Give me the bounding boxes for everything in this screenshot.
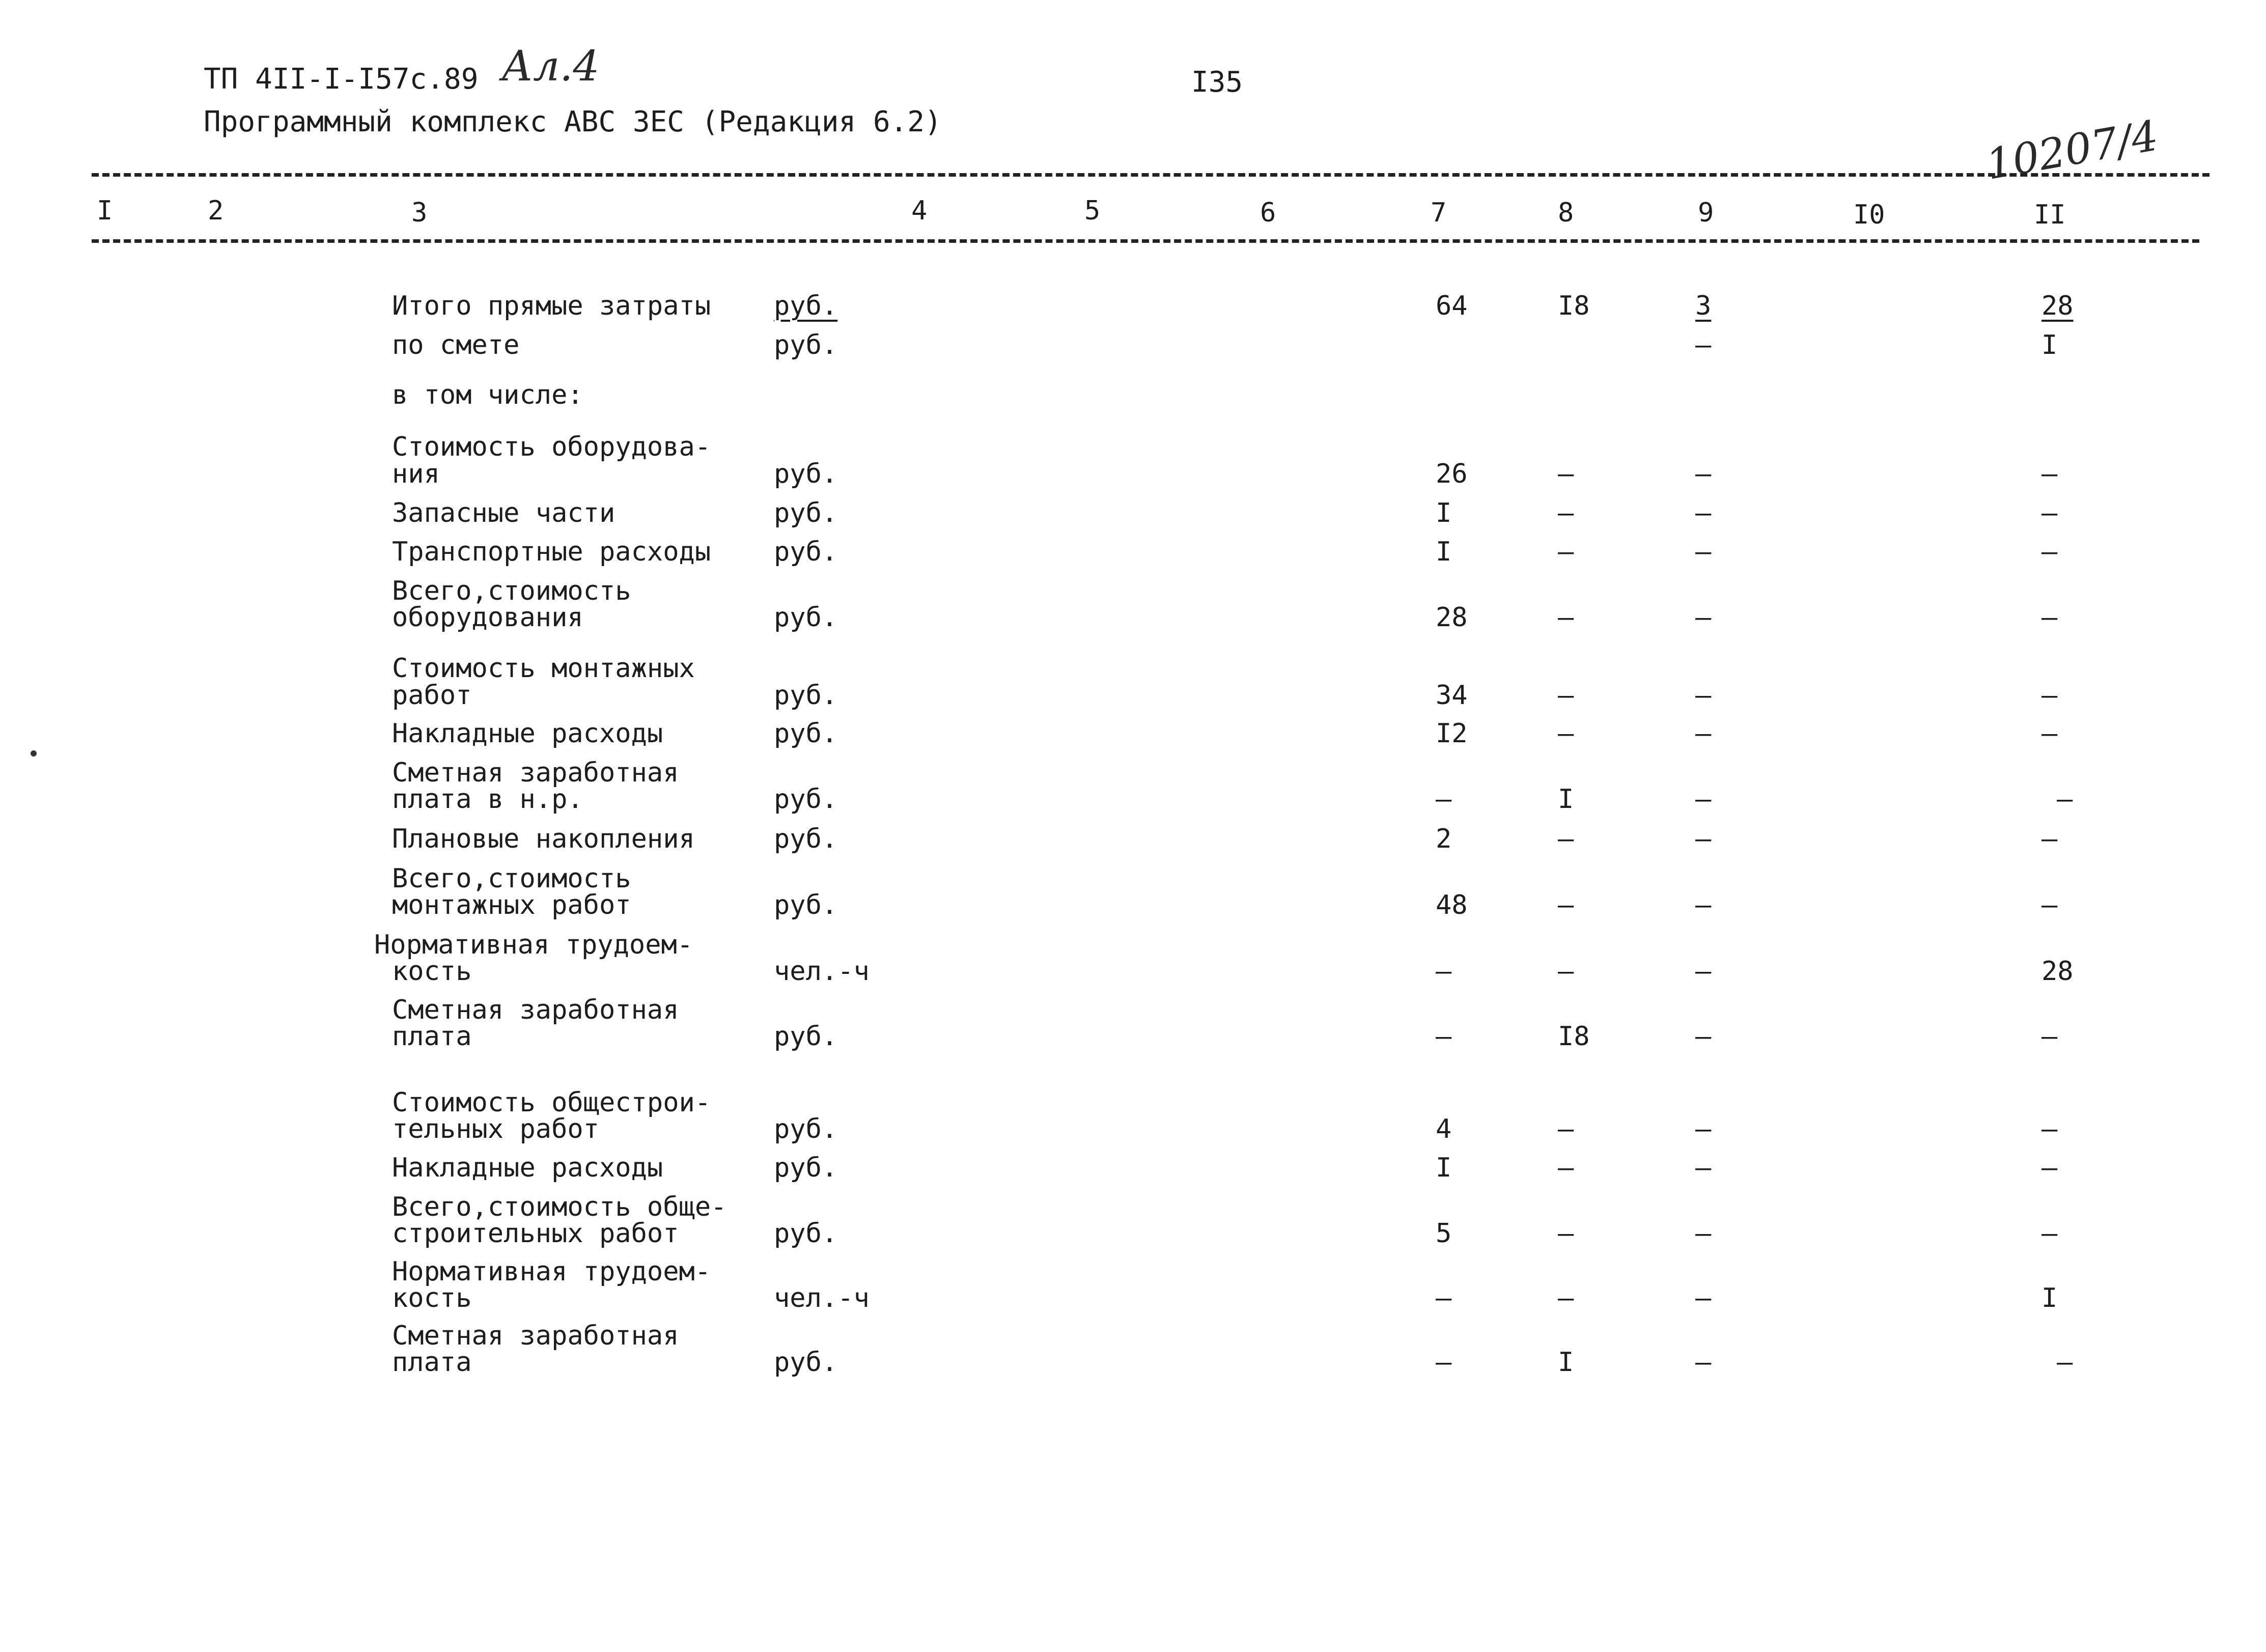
row-label-line2: монтажных работ xyxy=(392,890,631,920)
row-col11: – xyxy=(2041,537,2058,567)
row-label-line2: тельных работ xyxy=(392,1114,599,1144)
row-col7: I xyxy=(1436,1153,1452,1183)
row-col9: – xyxy=(1695,1347,1712,1378)
row-col8: – xyxy=(1558,1114,1574,1144)
row-unit: руб. xyxy=(774,498,838,528)
row-col11: – xyxy=(2041,459,2058,489)
row-label-line2: работ xyxy=(392,680,472,711)
row-col9: – xyxy=(1695,1283,1712,1313)
col-header-8: 8 xyxy=(1558,198,1574,228)
row-col7: – xyxy=(1436,1347,1452,1378)
row-col7: 26 xyxy=(1436,459,1468,489)
row-label-line2: ния xyxy=(392,459,440,489)
margin-dot xyxy=(31,750,37,757)
row-col7: – xyxy=(1436,1021,1452,1052)
row-col9: – xyxy=(1695,498,1712,528)
row-label-line2: плата в н.р. xyxy=(392,784,583,815)
row-col11: 28 xyxy=(2041,291,2074,321)
row-col11: – xyxy=(2041,718,2058,749)
row-col11: – xyxy=(2041,1153,2058,1183)
row-label-line1: Всего,стоимость xyxy=(392,863,631,894)
row-label: Накладные расходы xyxy=(392,718,663,749)
row-col7: – xyxy=(1436,956,1452,987)
col-header-5: 5 xyxy=(1084,195,1101,226)
row-col9: – xyxy=(1695,1153,1712,1183)
row-col8: – xyxy=(1558,537,1574,567)
row-col7: 28 xyxy=(1436,602,1468,633)
col-header-6: 6 xyxy=(1260,198,1276,228)
row-label-line2: оборудования xyxy=(392,602,583,633)
row-col11: – xyxy=(2041,602,2058,633)
row-unit: руб. xyxy=(774,1021,838,1052)
row-label: Накладные расходы xyxy=(392,1153,663,1183)
row-unit: руб. xyxy=(774,784,838,815)
row-col9: – xyxy=(1695,1114,1712,1144)
row-label: по смете xyxy=(392,330,520,360)
row-col9: – xyxy=(1695,330,1712,360)
row-col11: – xyxy=(2041,890,2058,920)
handwritten-sheet-note: Ал.4 xyxy=(501,42,600,91)
row-col9: – xyxy=(1695,890,1712,920)
row-col8: – xyxy=(1558,718,1574,749)
row-label: Плановые накопления xyxy=(392,824,695,854)
row-col11: – xyxy=(2041,1114,2058,1144)
row-col7: 2 xyxy=(1436,824,1452,854)
header-top-rule xyxy=(92,173,2209,177)
row-col7: – xyxy=(1436,1283,1452,1313)
col-header-1: I xyxy=(97,195,113,226)
row-col9: – xyxy=(1695,1021,1712,1052)
row-label: Транспортные расходы xyxy=(392,537,711,567)
row-col8: – xyxy=(1558,956,1574,987)
row-col9: – xyxy=(1695,680,1712,711)
row-col11: I xyxy=(2041,330,2058,360)
row-col9: – xyxy=(1695,956,1712,987)
row-col11: – xyxy=(2041,1021,2058,1052)
row-col8: – xyxy=(1558,1283,1574,1313)
row-col11: – xyxy=(2041,498,2058,528)
row-unit: чел.-ч xyxy=(774,1283,870,1313)
row-label-line2: кость xyxy=(392,956,472,987)
handwritten-reference: 10207/4 xyxy=(1982,111,2162,189)
row-col11: 28 xyxy=(2041,956,2074,987)
row-col8: – xyxy=(1558,459,1574,489)
row-col7: I xyxy=(1436,498,1452,528)
row-col8: I xyxy=(1558,1347,1574,1378)
header-bottom-rule xyxy=(92,239,2199,243)
row-col9: – xyxy=(1695,602,1712,633)
row-unit: руб. xyxy=(774,1347,838,1378)
row-unit: руб. xyxy=(774,1218,838,1249)
row-col9: – xyxy=(1695,459,1712,489)
row-col8: I8 xyxy=(1558,291,1590,321)
col-header-2: 2 xyxy=(208,195,224,226)
row-label-line2: кость xyxy=(392,1283,472,1313)
row-label-line1: Стоимость монтажных xyxy=(392,653,695,684)
row-col11: – xyxy=(2041,680,2058,711)
row-col11: I xyxy=(2041,1283,2058,1313)
row-label: Итого прямые затраты xyxy=(392,291,711,321)
row-col9: – xyxy=(1695,784,1712,815)
row-col8: – xyxy=(1558,1218,1574,1249)
row-label-line1: Сметная заработная xyxy=(392,1321,679,1351)
row-label-line2: плата xyxy=(392,1347,472,1378)
page-number: I35 xyxy=(1191,66,1243,99)
document-code: ТП 4II-I-I57с.89 xyxy=(204,63,479,96)
row-unit: руб. xyxy=(774,537,838,567)
row-label-line1: Нормативная трудоем- xyxy=(392,1256,711,1287)
row-unit: руб. xyxy=(774,291,838,321)
row-unit: руб. xyxy=(774,602,838,633)
row-label: в том числе: xyxy=(392,380,583,410)
row-label-line1: Нормативная трудоем- xyxy=(374,930,693,960)
row-col9: – xyxy=(1695,537,1712,567)
row-label-line1: Стоимость общестрои- xyxy=(392,1087,711,1118)
row-unit: руб. xyxy=(774,890,838,920)
row-col11: – xyxy=(2041,1218,2058,1249)
row-label-line1: Сметная заработная xyxy=(392,995,679,1025)
col-header-11: II xyxy=(2034,200,2066,230)
row-col7: I2 xyxy=(1436,718,1468,749)
row-unit: руб. xyxy=(774,459,838,489)
row-label-line2: строительных работ xyxy=(392,1218,679,1249)
row-col8: I8 xyxy=(1558,1021,1590,1052)
row-col9: – xyxy=(1695,824,1712,854)
row-unit: руб. xyxy=(774,718,838,749)
row-col7: 64 xyxy=(1436,291,1468,321)
row-col7: 5 xyxy=(1436,1218,1452,1249)
col-header-4: 4 xyxy=(911,195,928,226)
row-col9: – xyxy=(1695,1218,1712,1249)
col-header-3: 3 xyxy=(411,198,428,228)
row-label-line1: Всего,стоимость обще- xyxy=(392,1192,727,1222)
row-col9: 3 xyxy=(1695,291,1712,321)
row-col8: – xyxy=(1558,602,1574,633)
row-label: Запасные части xyxy=(392,498,616,528)
row-col9: – xyxy=(1695,718,1712,749)
row-col8: – xyxy=(1558,498,1574,528)
row-col7: I xyxy=(1436,537,1452,567)
row-unit: руб. xyxy=(774,824,838,854)
row-col11: – xyxy=(2041,824,2058,854)
row-col7: 48 xyxy=(1436,890,1468,920)
row-unit: руб. xyxy=(774,330,838,360)
row-col8: – xyxy=(1558,1153,1574,1183)
row-col8: – xyxy=(1558,824,1574,854)
program-line: Программный комплекс АВС ЗЕС (Редакция 6.2) xyxy=(204,105,942,138)
row-unit: чел.-ч xyxy=(774,956,870,987)
row-col11: – xyxy=(2057,784,2073,815)
row-unit: руб. xyxy=(774,1153,838,1183)
row-col7: – xyxy=(1436,784,1452,815)
row-col8: – xyxy=(1558,890,1574,920)
row-label-line1: Всего,стоимость xyxy=(392,576,631,606)
row-label-line1: Стоимость оборудова- xyxy=(392,432,711,462)
col-header-9: 9 xyxy=(1698,198,1714,228)
row-unit: руб. xyxy=(774,1114,838,1144)
row-label-line2: плата xyxy=(392,1021,472,1052)
col-header-7: 7 xyxy=(1431,198,1447,228)
row-col8: I xyxy=(1558,784,1574,815)
col-header-10: I0 xyxy=(1853,200,1885,230)
row-col8: – xyxy=(1558,680,1574,711)
row-col11: – xyxy=(2057,1347,2073,1378)
row-label-line1: Сметная заработная xyxy=(392,758,679,788)
row-col7: 34 xyxy=(1436,680,1468,711)
row-col7: 4 xyxy=(1436,1114,1452,1144)
row-unit: руб. xyxy=(774,680,838,711)
